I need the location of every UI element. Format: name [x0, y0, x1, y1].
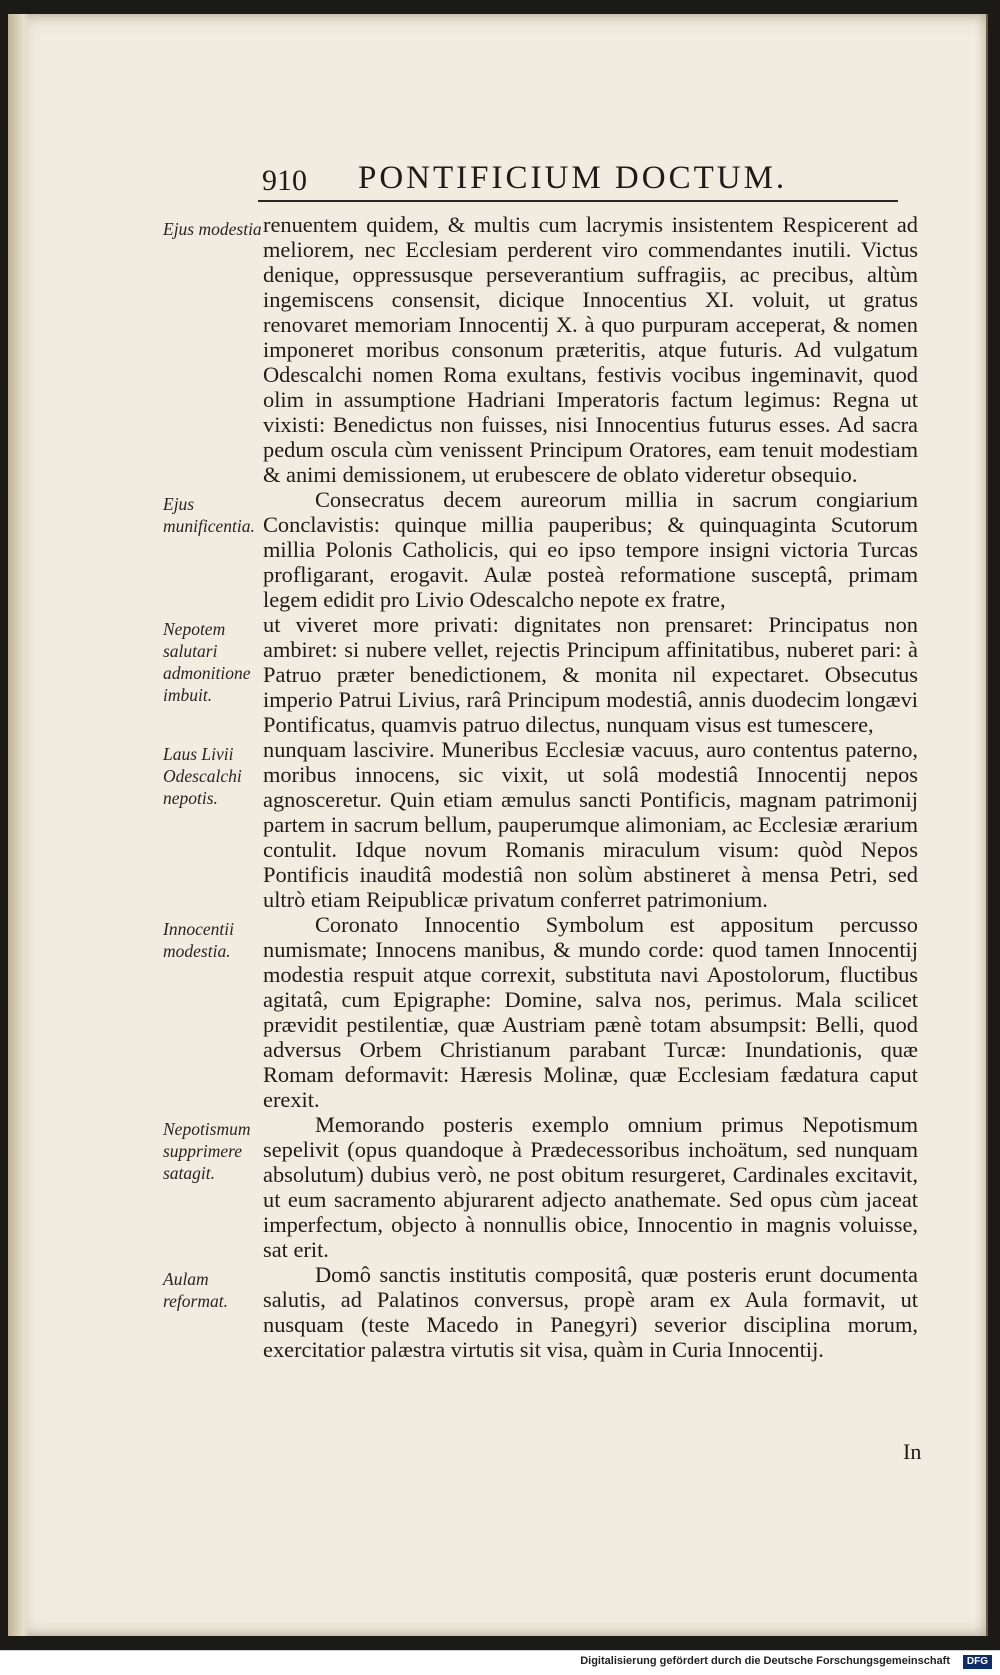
section-nepotismum: [163, 1112, 923, 1262]
section-nepotem: [163, 612, 923, 737]
paragraph: Consecratus decem aureorum millia in sacrum congiarium Conclavistis: quinque millia pauperibus; & quinquaginta Scutorum millia Polonis Catholicis, qui eo ipso tempore insigni victoria Turcas profligarant, erogavit. Aulæ posteà reformatione susceptâ, primam legem edidit pro Livio Odescalcho nepote ex fratre,: [263, 487, 918, 612]
section-aulam: [163, 1262, 923, 1362]
marginal-note: Nepotismum supprimere satagit.: [163, 1119, 251, 1183]
running-title: PONTIFICIUM DOCTUM.: [358, 160, 788, 196]
dfg-logo-icon: DFG: [963, 1655, 992, 1669]
footer-bar: [0, 1650, 1000, 1675]
marginal-note: Aulam reformat.: [163, 1269, 228, 1311]
marginal-note: Ejus modestia: [163, 219, 262, 239]
paragraph: nunquam lascivire. Muneribus Ecclesiæ vacuus, auro contentus paterno, moribus innocens, sic vixit, ut solâ modestiâ Innocentij nepos agnosceretur. Quin etiam æmulus sancti Pontificis, magnam patrimonij partem in sacrum bellum, pauperumque alimoniam, ac Ecclesiæ ærarium contulit. Idque novum Romanis miraculum visum: quòd Nepos Pontificis inauditâ modestiâ non solùm abstineret à mensa Petri, sed ultrò etiam Reipublicæ privatum conferret patrimonium.: [263, 737, 918, 912]
section-innocentii-modestia: [163, 912, 923, 1112]
page-number: 910: [262, 164, 307, 197]
page-header: [258, 156, 898, 202]
paragraph: renuentem quidem, & multis cum lacrymis insistentem Respicerent ad meliorem, nec Ecclesiam perderent viro commendantes inutili. Victus denique, oppressusque perseverantium suffragiis, ac precibus, altùm ingemiscens consensit, dicique Innocentius XI. voluit, ut gratus renovaret memoriam Innocentij X. à quo purpuram acceperat, & nomen imponeret moribus consonum præteritis, atque futuris. Ad vulgatum Odescalchi nomen Roma exultans, festivis vocibus ingeminavit, quod olim in assumptione Hadriani Imperatoris factum legimus: Regna ut vixisti: Benedictus non fuisses, nisi Innocentius futurus esses. Ad sacra pedum oscula cùm venissent Principum Oratores, eam tenuit modestiam & animi demissionem, ut erubescere de oblato videretur obsequio.: [263, 212, 918, 487]
section-modestia: [163, 212, 923, 487]
marginal-note: Nepotem salutari admonitione imbuit.: [163, 619, 251, 705]
page-gutter: [8, 14, 30, 1636]
text-body: [163, 212, 923, 1362]
section-munificentia: [163, 487, 923, 612]
book-page: [8, 14, 988, 1636]
paragraph: Domô sanctis institutis compositâ, quæ posteris erunt documenta salutis, ad Palatinos conversus, propè aram ex Aula formavit, ut nusquam (teste Macedo in Panegyri) severior disciplina morum, exercitatior palæstra virtutis sit visa, quàm in Curia Innocentij.: [263, 1262, 918, 1362]
marginal-note: Ejus munificentia.: [163, 494, 255, 536]
marginal-note: Innocentii modestia.: [163, 919, 234, 961]
marginal-note: Laus Livii Odescalchi nepotis.: [163, 744, 242, 808]
paragraph: ut viveret more privati: dignitates non prensaret: Principatus non ambiret: si nubere vellet, rejectis Principum affinitatibus, nuberet pari: à Patruo præter benedictionem, & monita nil expectaret. Obsecutus imperio Patrui Livius, rarâ Principum modestiâ, annis duodecim longævi Pontificatus, quamvis patruo dilectus, nunquam visus est tumescere,: [263, 612, 918, 737]
paragraph: Coronato Innocentio Symbolum est appositum percusso numismate; Innocens manibus, & mundo corde: quod tamen Innocentij modestia respuit atque correxit, substituta navi Apostolorum, fluctibus agitatâ, cum Epigraphe: Domine, salva nos, perimus. Mala scilicet prævidit pestilentiæ, quæ Austriam pænè totam absumpsit: Belli, quod adversus Orbem Christianum parabant Turcæ: Inundationis, quæ Romam deformavit: Hæresis Molinæ, quæ Ecclesiam fædatura caput erexit.: [263, 912, 918, 1112]
section-laus-livii: [163, 737, 923, 912]
paragraph: Memorando posteris exemplo omnium primus Nepotismum sepelivit (opus quandoque à Prædecessoribus inchoätum, sed nunquam absolutum) dubius verò, ne post obitum resurgeret, Cardinales excitavit, ut eum sacramento abjurarent adjecto anathemate. Sed opus cùm jaceat imperfectum, objecto à nonnullis obice, Innocentio in magnis voluisse, sat erit.: [263, 1112, 918, 1262]
catchword: In: [903, 1439, 922, 1464]
footer-credit: Digitalisierung gefördert durch die Deutsche Forschungsgemeinschaft: [580, 1655, 950, 1667]
